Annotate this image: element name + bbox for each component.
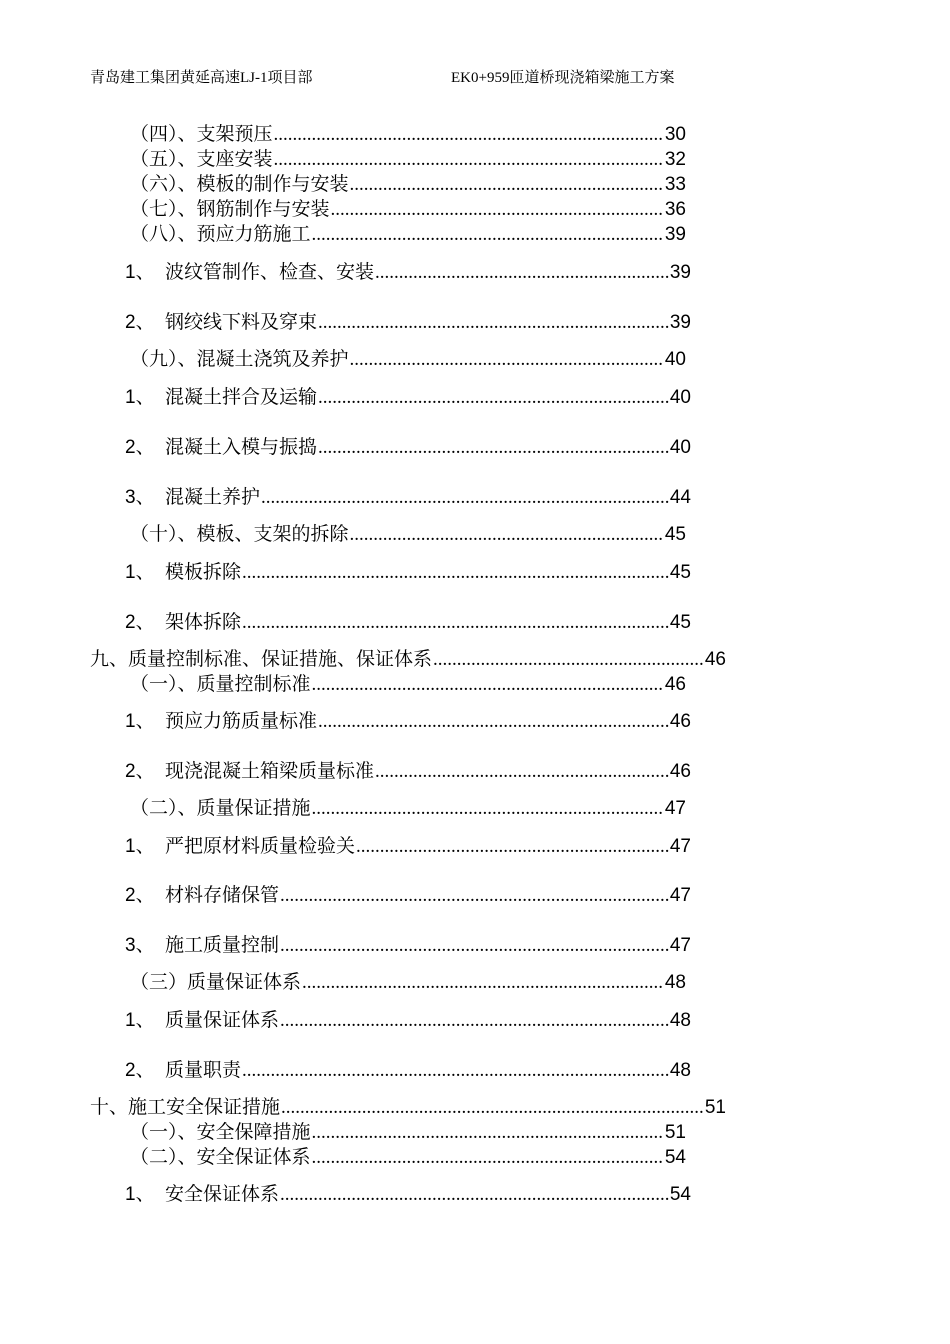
dot-leader xyxy=(318,711,669,733)
dot-leader xyxy=(242,562,669,584)
toc-entry-title: （一）、安全保障措施 xyxy=(130,1122,311,1143)
toc-entry-title: （五）、支座安装 xyxy=(130,149,273,170)
toc-entry-page: 47 xyxy=(669,885,691,906)
toc-entry[interactable] xyxy=(0,1147,686,1169)
toc-entry[interactable] xyxy=(0,885,691,907)
toc-entry-text: 质量保证体系 xyxy=(165,1010,280,1031)
toc-entry-text: 质量职责 xyxy=(165,1060,242,1081)
toc-entry-page: 47 xyxy=(669,935,691,956)
toc-entry-page: 39 xyxy=(669,262,691,283)
toc-entry[interactable] xyxy=(0,674,686,696)
toc-entry-page: 30 xyxy=(664,124,686,145)
toc-entry-number: 2、 xyxy=(125,885,155,906)
toc-entry-title xyxy=(125,1184,279,1206)
toc-entry-page: 40 xyxy=(669,437,691,458)
toc-entry[interactable] xyxy=(0,262,691,284)
dot-leader xyxy=(350,174,664,196)
toc-entry[interactable] xyxy=(0,199,686,221)
toc-entry[interactable] xyxy=(0,711,691,733)
toc-entry-title: 十、施工安全保证措施 xyxy=(90,1097,281,1118)
toc-entry-page: 39 xyxy=(669,312,691,333)
toc-entry[interactable] xyxy=(0,649,726,671)
toc-entry-title: （三）质量保证体系 xyxy=(130,972,302,993)
toc-entry[interactable] xyxy=(0,798,686,820)
toc-entry-number: 1、 xyxy=(125,387,155,408)
dot-leader xyxy=(280,935,669,957)
toc-entry-page: 47 xyxy=(664,798,686,819)
toc-entry-page: 45 xyxy=(669,612,691,633)
toc-entry-page: 33 xyxy=(664,174,686,195)
toc-entry[interactable] xyxy=(0,612,691,634)
dot-leader xyxy=(280,1010,669,1032)
dot-leader xyxy=(318,387,669,409)
toc-entry-text: 架体拆除 xyxy=(165,612,242,633)
header-project: 青岛建工集团黄延高速LJ-1项目部 xyxy=(90,70,313,86)
toc-entry-number: 2、 xyxy=(125,1060,155,1081)
toc-entry-page: 45 xyxy=(669,562,691,583)
toc-entry[interactable] xyxy=(0,562,691,584)
toc-entry-text: 材料存储保管 xyxy=(165,885,280,906)
dot-leader xyxy=(274,149,664,171)
toc-entry-number: 1、 xyxy=(125,262,155,283)
dot-leader xyxy=(261,487,669,509)
toc-entry[interactable] xyxy=(0,1097,726,1119)
toc-entry-title xyxy=(125,312,317,334)
toc-entry-page: 51 xyxy=(704,1097,726,1118)
dot-leader xyxy=(318,437,669,459)
dot-leader xyxy=(242,1060,669,1082)
dot-leader xyxy=(281,1097,704,1119)
toc-entry-text: 施工质量控制 xyxy=(165,935,280,956)
toc-entry[interactable] xyxy=(0,487,691,509)
toc-entry-title xyxy=(125,487,260,509)
toc-entry[interactable] xyxy=(0,524,686,546)
toc-entry-title: （八）、预应力筋施工 xyxy=(130,224,311,245)
toc-entry[interactable] xyxy=(0,836,691,858)
toc-entry-page: 51 xyxy=(664,1122,686,1143)
toc-entry-page: 44 xyxy=(669,487,691,508)
dot-leader xyxy=(312,1122,664,1144)
toc-entry-text: 模板拆除 xyxy=(165,562,242,583)
toc-entry-number: 2、 xyxy=(125,761,155,782)
toc-entry-number: 3、 xyxy=(125,487,155,508)
dot-leader xyxy=(331,199,664,221)
toc-entry-page: 48 xyxy=(669,1060,691,1081)
header-document-title: EK0+959匝道桥现浇箱梁施工方案 xyxy=(451,70,675,86)
toc-entry-page: 40 xyxy=(664,349,686,370)
toc-entry-page: 46 xyxy=(669,711,691,732)
toc-entry-page: 32 xyxy=(664,149,686,170)
toc-entry-page: 54 xyxy=(664,1147,686,1168)
toc-entry[interactable] xyxy=(0,1184,691,1206)
toc-entry-title xyxy=(125,1060,241,1082)
toc-entry-text: 混凝土入模与振捣 xyxy=(165,437,318,458)
toc-entry[interactable] xyxy=(0,174,686,196)
toc-entry-page: 45 xyxy=(664,524,686,545)
toc-entry[interactable] xyxy=(0,312,691,334)
toc-entry-title xyxy=(125,387,317,409)
toc-entry[interactable] xyxy=(0,124,686,146)
toc-entry-page: 36 xyxy=(664,199,686,220)
toc-entry-title xyxy=(125,836,355,858)
dot-leader xyxy=(350,524,664,546)
toc-entry-page: 46 xyxy=(664,674,686,695)
toc-entry-page: 54 xyxy=(669,1184,691,1205)
toc-entry-page: 40 xyxy=(669,387,691,408)
dot-leader xyxy=(318,312,669,334)
toc-entry[interactable] xyxy=(0,387,691,409)
toc-entry-title: （二）、安全保证体系 xyxy=(130,1147,311,1168)
toc-entry-text: 预应力筋质量标准 xyxy=(165,711,318,732)
toc-entry-title xyxy=(125,761,374,783)
toc-entry-text: 钢绞线下料及穿束 xyxy=(165,312,318,333)
toc-entry-text: 混凝土拌合及运输 xyxy=(165,387,318,408)
toc-entry-number: 1、 xyxy=(125,1010,155,1031)
toc-entry-page: 48 xyxy=(664,972,686,993)
toc-entry-title xyxy=(125,262,374,284)
toc-entry-page: 39 xyxy=(664,224,686,245)
dot-leader xyxy=(312,224,664,246)
dot-leader xyxy=(350,349,664,371)
toc-entry[interactable] xyxy=(0,1010,691,1032)
dot-leader xyxy=(312,1147,664,1169)
toc-entry[interactable] xyxy=(0,972,686,994)
toc-entry[interactable] xyxy=(0,149,686,171)
toc-entry-title xyxy=(125,1010,279,1032)
toc-entry-number: 2、 xyxy=(125,612,155,633)
dot-leader xyxy=(312,798,664,820)
toc-entry-title: （六）、模板的制作与安装 xyxy=(130,174,349,195)
toc-entry-text: 混凝土养护 xyxy=(165,487,261,508)
toc-entry-page: 46 xyxy=(704,649,726,670)
toc-entry[interactable] xyxy=(0,437,691,459)
toc-entry-title xyxy=(125,711,317,733)
toc-entry-page: 47 xyxy=(669,836,691,857)
dot-leader xyxy=(302,972,664,994)
toc-entry[interactable] xyxy=(0,1122,686,1144)
toc-entry-title xyxy=(125,612,241,634)
toc-entry-number: 1、 xyxy=(125,836,155,857)
dot-leader xyxy=(312,674,664,696)
toc-entry-title xyxy=(125,562,241,584)
toc-entry-number: 1、 xyxy=(125,711,155,732)
toc-entry-page: 48 xyxy=(669,1010,691,1031)
toc-entry-title: （四）、支架预压 xyxy=(130,124,273,145)
toc-entry-title: （一）、质量控制标准 xyxy=(130,674,311,695)
toc-entry-title xyxy=(125,935,279,957)
toc-entry-title: 九、质量控制标准、保证措施、保证体系 xyxy=(90,649,433,670)
toc-entry-number: 3、 xyxy=(125,935,155,956)
dot-leader xyxy=(280,885,669,907)
dot-leader xyxy=(280,1184,669,1206)
dot-leader xyxy=(242,612,669,634)
dot-leader xyxy=(356,836,669,858)
toc-entry-title: （二）、质量保证措施 xyxy=(130,798,311,819)
toc-entry-text: 现浇混凝土箱梁质量标准 xyxy=(165,761,375,782)
dot-leader xyxy=(375,262,669,284)
toc-entry[interactable] xyxy=(0,935,691,957)
toc-entry-title: （十）、模板、支架的拆除 xyxy=(130,524,349,545)
toc-entry-number: 1、 xyxy=(125,562,155,583)
toc-entry-title: （七）、钢筋制作与安装 xyxy=(130,199,330,220)
toc-entry-text: 波纹管制作、检查、安装 xyxy=(165,262,375,283)
dot-leader xyxy=(433,649,704,671)
toc-entry[interactable] xyxy=(0,224,686,246)
toc-entry-number: 2、 xyxy=(125,437,155,458)
toc-entry[interactable] xyxy=(0,761,691,783)
toc-entry-title xyxy=(125,885,279,907)
toc-entry[interactable] xyxy=(0,1060,691,1082)
dot-leader xyxy=(274,124,664,146)
toc-entry-title xyxy=(125,437,317,459)
toc-entry-title: （九）、混凝土浇筑及养护 xyxy=(130,349,349,370)
dot-leader xyxy=(375,761,669,783)
toc-entry-text: 严把原材料质量检验关 xyxy=(165,836,356,857)
toc-entry-number: 1、 xyxy=(125,1184,155,1205)
toc-entry[interactable] xyxy=(0,349,686,371)
toc-entry-text: 安全保证体系 xyxy=(165,1184,280,1205)
toc-entry-page: 46 xyxy=(669,761,691,782)
toc-entry-number: 2、 xyxy=(125,312,155,333)
